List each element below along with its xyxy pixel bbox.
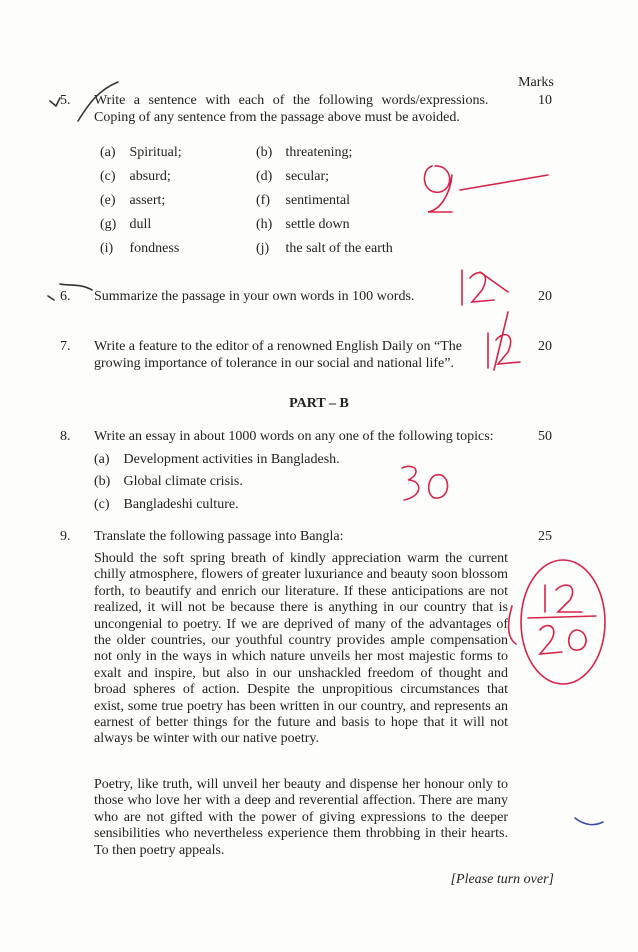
option-label: (a) <box>94 452 110 467</box>
score-glyph-q8 <box>402 466 448 500</box>
q5-option-e <box>100 192 165 209</box>
option-text: Bangladeshi culture. <box>123 497 239 512</box>
q5-number: 5. <box>60 93 71 108</box>
score-glyph-q9-top <box>545 585 582 612</box>
q6-number: 6. <box>60 289 71 304</box>
option-text: the salt of the earth <box>285 241 393 256</box>
option-label: (f) <box>256 193 270 208</box>
option-label: (b) <box>256 145 273 160</box>
blue-pen-mark <box>575 818 603 825</box>
option-text: Global climate crisis. <box>123 474 243 489</box>
score-glyph-q9-bottom <box>540 626 586 654</box>
q5-option-c <box>100 168 171 185</box>
option-text: sentimental <box>285 193 351 208</box>
q5-option-h <box>256 216 350 233</box>
option-label: (i) <box>100 241 114 256</box>
q9-number: 9. <box>60 529 71 544</box>
option-label: (c) <box>94 497 110 512</box>
option-label: (e) <box>100 193 116 208</box>
q6-marks: 20 <box>538 289 552 304</box>
option-text: dull <box>129 217 152 232</box>
marks-column-header: Marks <box>518 75 554 90</box>
score-glyph-q7 <box>488 312 520 370</box>
translation-paragraph-2: Poetry, like truth, will unveil her beauty and dispense her honour only to those who love her with a deep and reverential affection. There are many who are not gifted with the power of giving expressions to the deeper sensibilities who nevertheless experience them throbbing in their hearts. To then poetry appeals. <box>94 777 508 858</box>
q5-option-j <box>256 240 393 257</box>
q7-number: 7. <box>60 339 71 354</box>
footer-note: [Please turn over] <box>450 872 554 887</box>
option-label: (j) <box>256 241 270 256</box>
q5-line2: Coping of any sentence from the passage above must be avoided. <box>94 110 460 125</box>
option-text: threatening; <box>285 145 353 160</box>
option-label: (d) <box>256 169 273 184</box>
q5-marks: 10 <box>538 93 552 108</box>
q5-line1: Write a sentence with each of the following words/expressions. <box>94 93 489 108</box>
option-text: fondness <box>129 241 180 256</box>
option-label: (g) <box>100 217 117 232</box>
translation-paragraph-1: Should the soft spring breath of kindly appreciation warm the current chilly atmosphere, flowers of greater luxuriance and beauty soon blossom forth, to beautify and enrich our literature. If these anticipations are not realized, it will not be because there is anything in our country that is uncongenial to poetry. If we are deprived of many of the advantages of the older countries, our youthful country provides ample compensation not only in the ways in which nature unveils her most majestic forms to exalt and inspire, but also in our unshackled freedom of thought and broad spheres of action. Despite the unpropitious circumstances that exist, some true poetry has been written in our country, and represents an earnest of better things for the future and basis to hope that it will not always be winter with our native poetry. <box>94 551 508 747</box>
score-glyph-q6 <box>462 270 508 305</box>
q5-option-a <box>100 144 182 161</box>
option-text: secular; <box>285 169 330 184</box>
option-text: assert; <box>129 193 166 208</box>
q7-line2: growing importance of tolerance in our social and national life”. <box>94 356 454 371</box>
q7-marks: 20 <box>538 339 552 354</box>
q5-option-f <box>256 192 350 209</box>
q9-text: Translate the following passage into Bangla: <box>94 529 344 544</box>
q5-option-i <box>100 240 179 257</box>
q6-text: Summarize the passage in your own words in 100 words. <box>94 289 415 304</box>
option-text: settle down <box>285 217 350 232</box>
q8-number: 8. <box>60 429 71 444</box>
option-label: (c) <box>100 169 116 184</box>
q8-marks: 50 <box>538 429 552 444</box>
score-glyph-q5 <box>424 166 548 212</box>
option-label: (a) <box>100 145 116 160</box>
q5-option-g <box>100 216 151 233</box>
tick-mark-icon <box>50 98 60 106</box>
q8-text: Write an essay in about 1000 words on any one of the following topics: <box>94 429 494 444</box>
bracket-mark <box>509 606 516 644</box>
q8-option-b <box>94 473 243 490</box>
score-circle <box>521 560 605 684</box>
q5-option-d <box>256 168 329 185</box>
part-b-heading: PART – B <box>289 396 349 411</box>
option-text: absurd; <box>129 169 171 184</box>
q7-line1: Write a feature to the editor of a renowned English Daily on “The <box>94 339 462 354</box>
option-label: (h) <box>256 217 273 232</box>
q8-option-a <box>94 451 340 468</box>
q8-option-c <box>94 496 239 513</box>
q5-option-b <box>256 144 352 161</box>
q9-marks: 25 <box>538 529 552 544</box>
option-text: Spiritual; <box>129 145 182 160</box>
option-label: (b) <box>94 474 111 489</box>
option-text: Development activities in Bangladesh. <box>123 452 340 467</box>
score-divider <box>528 616 596 618</box>
